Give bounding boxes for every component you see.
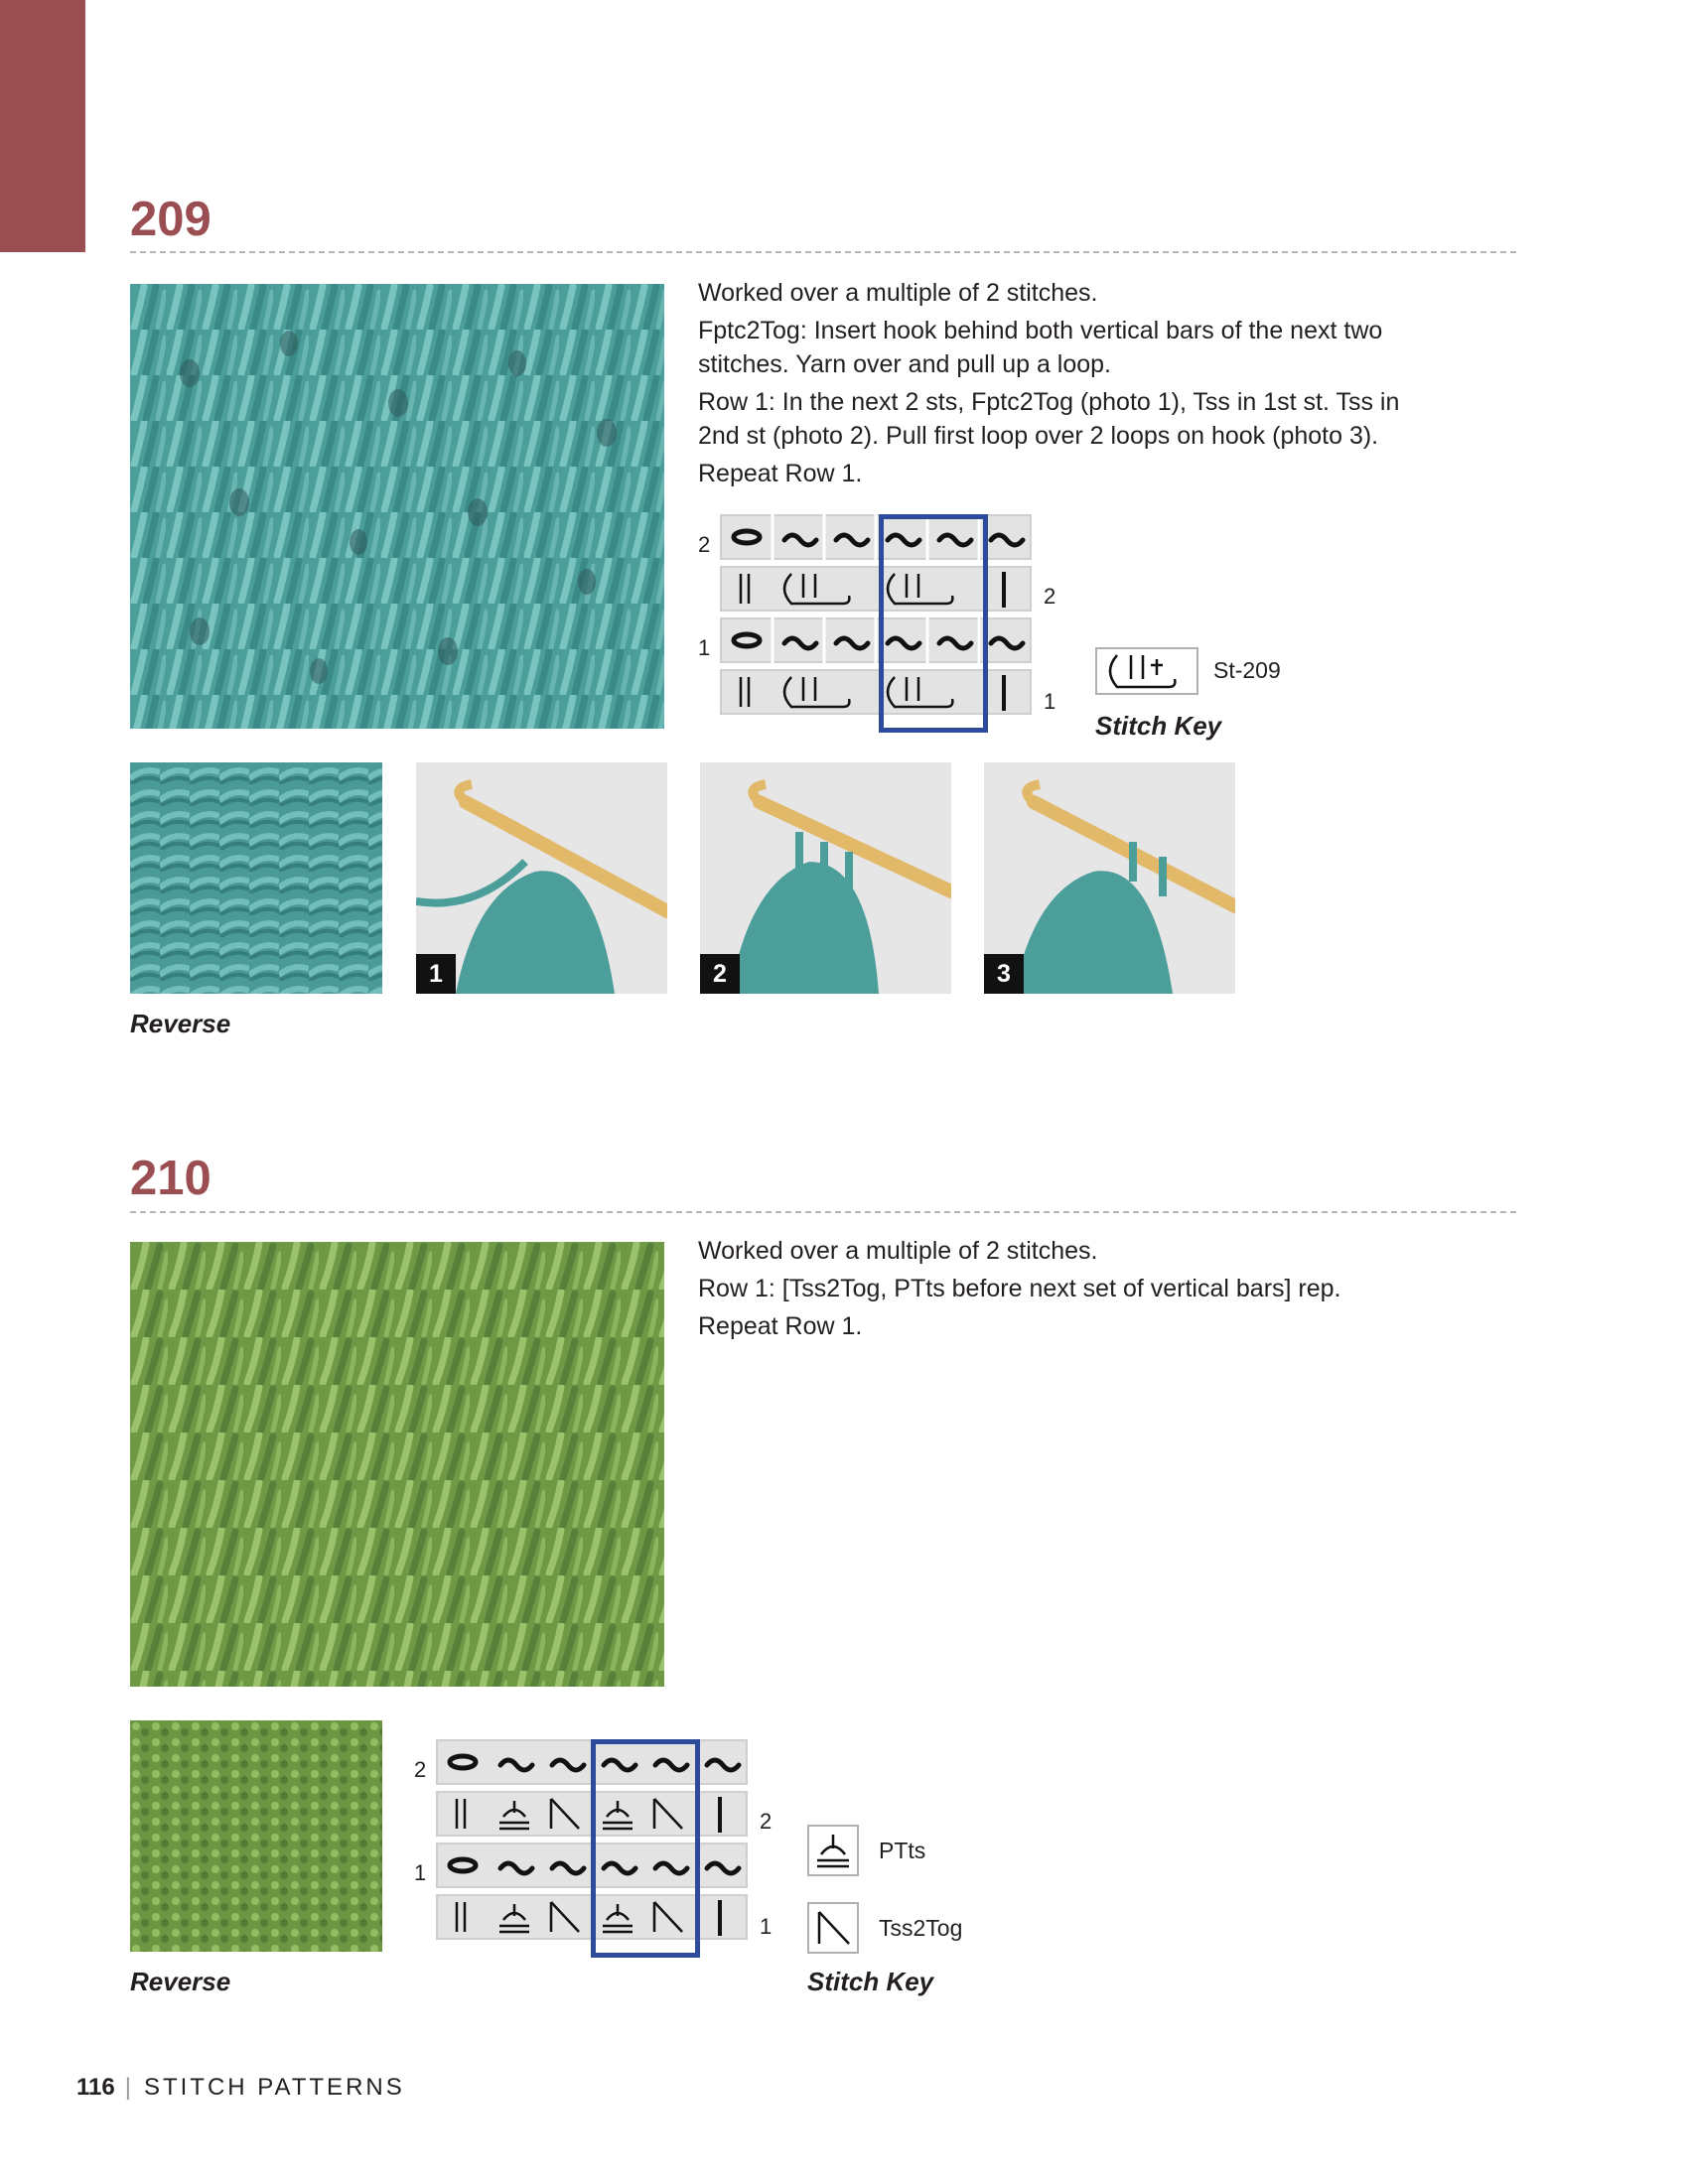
photo-number-badge: 3 — [984, 954, 1024, 994]
row-label: 1 — [698, 635, 711, 660]
key-label-ptts: PTts — [879, 1838, 926, 1863]
desc-line: Repeat Row 1. — [698, 460, 863, 487]
pattern-209-description — [698, 276, 1413, 494]
row-label: 1 — [1044, 689, 1056, 714]
step-photo-3 — [984, 762, 1235, 994]
fptc2tog-icon — [1095, 647, 1198, 695]
footer-separator: | — [124, 2074, 134, 2101]
pattern-210-number: 210 — [130, 1152, 211, 1205]
swatch-209-photo — [130, 284, 664, 729]
repeat-highlight — [591, 1739, 700, 1958]
row-label: 2 — [1044, 584, 1056, 609]
row-label: 1 — [414, 1860, 427, 1885]
photo-number-badge: 1 — [416, 954, 456, 994]
row-label: 2 — [414, 1757, 427, 1782]
desc-line: Repeat Row 1. — [698, 1312, 863, 1340]
reverse-caption-209: Reverse — [130, 1009, 231, 1038]
page-footer — [76, 2074, 405, 2102]
photo-number-badge: 2 — [700, 954, 740, 994]
desc-line: Row 1: In the next 2 sts, Fptc2Tog (photo 1), Tss in 1st st. Tss in 2nd st (photo 2). Pull first loop over 2 loops on hook (photo 3). — [698, 388, 1400, 450]
divider-210 — [130, 1211, 1516, 1213]
reverse-caption-210: Reverse — [130, 1967, 231, 1996]
row-label: 2 — [760, 1809, 773, 1834]
chart-209 — [698, 514, 1075, 733]
step-photo-2 — [700, 762, 951, 994]
stitch-key-title-210: Stitch Key — [807, 1967, 934, 1996]
page-number: 116 — [76, 2074, 115, 2101]
row-label: 2 — [698, 532, 711, 557]
step-photo-1 — [416, 762, 667, 994]
swatch-210-photo — [130, 1242, 664, 1687]
section-title: STITCH PATTERNS — [143, 2074, 405, 2101]
desc-line: Worked over a multiple of 2 stitches. — [698, 279, 1098, 307]
repeat-highlight — [879, 514, 988, 733]
key-label-st209: St-209 — [1213, 657, 1281, 683]
pattern-209-number: 209 — [130, 193, 211, 246]
row-label: 1 — [760, 1914, 773, 1939]
stitch-key-title-209: Stitch Key — [1095, 711, 1222, 741]
tss2tog-icon — [807, 1902, 859, 1954]
key-label-tss2tog: Tss2Tog — [879, 1915, 963, 1941]
divider-209 — [130, 251, 1516, 253]
desc-line: Row 1: [Tss2Tog, PTts before next set of vertical bars] rep. — [698, 1275, 1341, 1302]
pattern-210-description — [698, 1234, 1413, 1347]
desc-line: Fptc2Tog: Insert hook behind both vertical bars of the next two stitches. Yarn over and pull up a loop. — [698, 317, 1383, 378]
desc-line: Worked over a multiple of 2 stitches. — [698, 1237, 1098, 1265]
ptts-icon — [807, 1825, 859, 1876]
reverse-210-photo — [130, 1720, 382, 1952]
chart-209-grid — [720, 514, 1036, 733]
reverse-209-photo — [130, 762, 382, 994]
chapter-tab — [0, 0, 85, 252]
chart-210 — [414, 1739, 791, 1958]
